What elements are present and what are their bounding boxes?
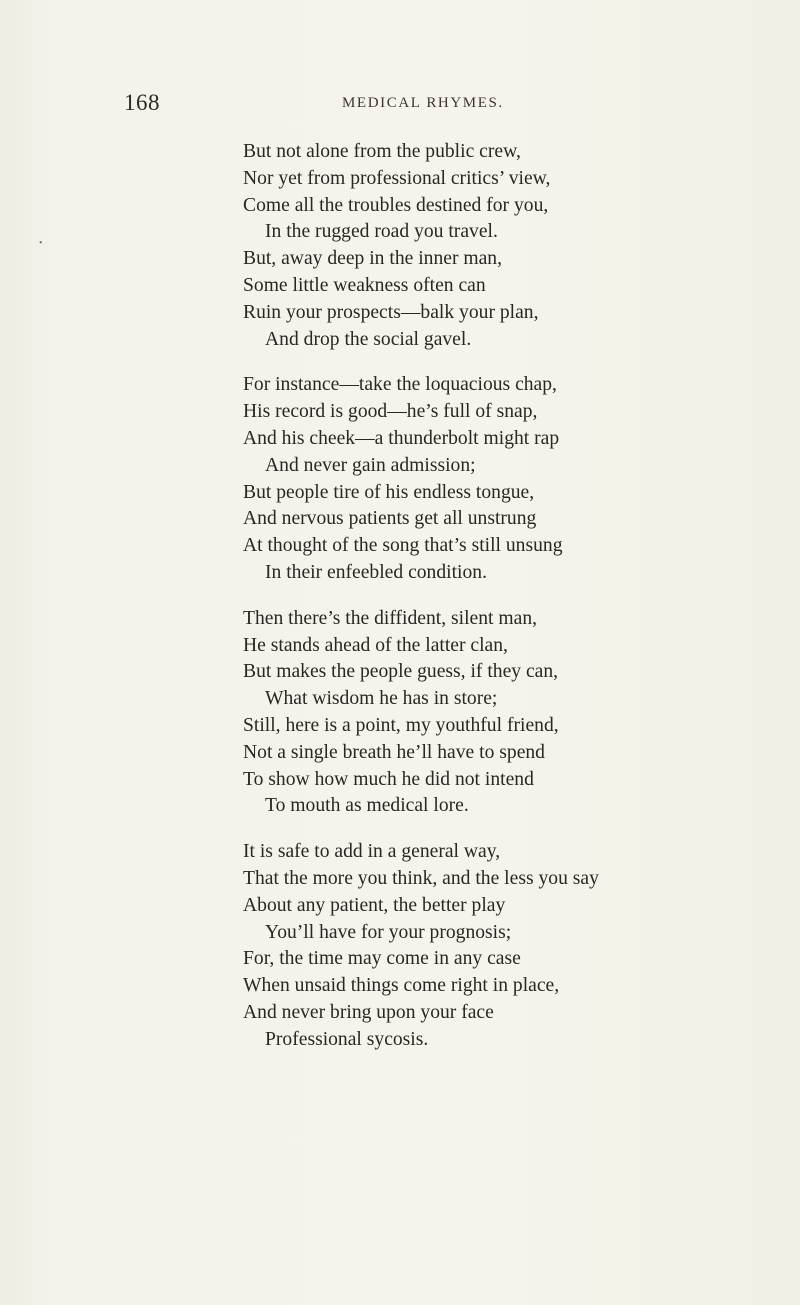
stanza [243, 139, 783, 353]
poem-line: Still, here is a point, my youthful friend, [243, 714, 559, 736]
poem-line: In the rugged road you travel. [265, 221, 498, 243]
poem-line: Not a single breath he’ll have to spend [243, 741, 545, 763]
poem-line: In their enfeebled condition. [265, 561, 487, 583]
poem-line: At thought of the song that’s still unsung [243, 535, 563, 557]
margin-dot: • [39, 238, 43, 249]
poem-line: That the more you think, and the less you say [243, 867, 599, 889]
poem-line: When unsaid things come right in place, [243, 975, 560, 997]
poem-line: To mouth as medical lore. [265, 795, 469, 817]
poem-line: For, the time may come in any case [243, 948, 521, 970]
poem-line: Some little weakness often can [243, 274, 486, 296]
poem-line: And drop the social gavel. [265, 328, 472, 350]
poem-line: And never gain admission; [265, 454, 476, 476]
poem-line: About any patient, the better play [243, 894, 506, 916]
poem-line: But makes the people guess, if they can, [243, 661, 559, 683]
poem-line: Come all the troubles destined for you, [243, 194, 549, 216]
stanza [243, 372, 783, 586]
poem-line: For instance—take the loquacious chap, [243, 374, 557, 396]
poem-line: He stands ahead of the latter clan, [243, 634, 508, 656]
poem-line: And nervous patients get all unstrung [243, 508, 537, 530]
poem-line: You’ll have for your prognosis; [265, 921, 512, 943]
stanza [243, 839, 783, 1053]
poem-line: His record is good—he’s full of snap, [243, 401, 538, 423]
poem-line: But, away deep in the inner man, [243, 248, 502, 270]
running-head: MEDICAL RHYMES. [342, 95, 504, 111]
poem-line: And his cheek—a thunderbolt might rap [243, 427, 560, 449]
poem-line: What wisdom he has in store; [265, 688, 498, 710]
poem-line: To show how much he did not intend [243, 768, 534, 790]
poem-line: But not alone from the public crew, [243, 141, 521, 162]
poem-body [243, 139, 783, 1073]
poem-line: Ruin your prospects—balk your plan, [243, 301, 539, 323]
poem-line: Professional sycosis. [265, 1028, 429, 1050]
page-number: 168 [124, 90, 160, 115]
poem-line: Nor yet from professional critics’ view, [243, 167, 551, 189]
poem-line: But people tire of his endless tongue, [243, 481, 535, 503]
poem-line: Then there’s the diffident, silent man, [243, 607, 538, 629]
poem-line: It is safe to add in a general way, [243, 841, 501, 863]
stanza [243, 606, 783, 820]
poem-line: And never bring upon your face [243, 1001, 494, 1023]
page-header [0, 90, 800, 120]
